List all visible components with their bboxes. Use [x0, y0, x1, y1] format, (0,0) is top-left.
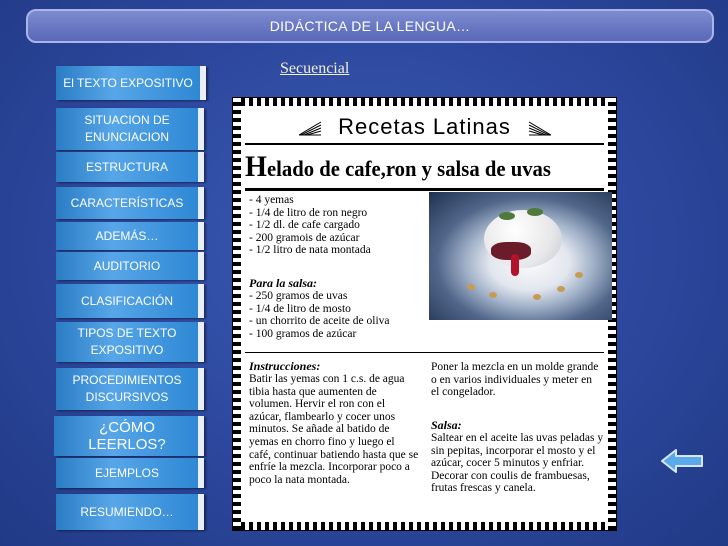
- nav-item-caracteristicas[interactable]: [56, 187, 204, 219]
- list-item: - 100 gramos de azúcar: [249, 327, 357, 340]
- sauce-heading: Para la salsa:: [249, 276, 318, 290]
- nut-garnish: [533, 294, 541, 300]
- leaf-garnish: [499, 212, 515, 220]
- nav-item-como-leerlos[interactable]: [54, 416, 204, 456]
- nav-item-procedimientos[interactable]: [56, 368, 204, 410]
- frame-border-bottom: [233, 522, 616, 530]
- recipe-title: [245, 150, 588, 184]
- nav-item-label: ESTRUCTURA: [85, 159, 168, 174]
- nav-item-estructura[interactable]: [56, 152, 204, 182]
- divider: [245, 352, 604, 353]
- nav-item-clasificacion[interactable]: [56, 284, 204, 318]
- nav-item-texto-expositivo[interactable]: [56, 66, 206, 100]
- recipe-content: [245, 110, 604, 518]
- back-arrow-icon[interactable]: [660, 448, 704, 474]
- nav-item-ejemplos[interactable]: [56, 458, 204, 488]
- divider: [245, 188, 604, 191]
- list-item: - 1/4 de litro de ron negro: [249, 206, 368, 219]
- nav-item-situacion[interactable]: [56, 108, 204, 150]
- nut-garnish: [467, 284, 475, 290]
- nav-item-label: EJEMPLOS: [94, 465, 160, 480]
- nut-garnish: [489, 292, 497, 298]
- list-item: - 200 gramois de azúcar: [249, 231, 360, 244]
- divider: [245, 143, 604, 145]
- list-item: - un chorrito de aceite de oliva: [249, 315, 390, 328]
- sauce-ingredients-list: [249, 290, 390, 340]
- section-subtitle: Secuencial: [280, 60, 350, 77]
- recipe-brand: Recetas Latinas: [338, 114, 511, 139]
- salsa-text: Saltear en el aceite las uvas peladas y sin pepitas, incorporar el mosto y el azúcar, cocer 5 minutos y enfriar. Decorar con coulis de frambuesas, frutas frescas y canela.: [431, 432, 604, 495]
- list-item: - 250 gramos de uvas: [249, 290, 348, 302]
- slide-title: DIDÁCTICA DE LA LENGUA…: [269, 18, 471, 34]
- instructions-text: Batir las yemas con 1 c.s. de agua tibia hasta que aumenten de volumen. Hervir el ron con el azúcar, flambearlo y cocer unos minutos. Se añade al batido de yemas en chorro fino y luego el café, continuar batiendo hasta que se enfríe la mezcla. Incorporar poco a poco la nata montada.: [249, 373, 419, 486]
- list-item: - 1/2 litro de nata montada: [249, 244, 371, 257]
- nav-item-label: PROCEDIMIENTOS DISCURSIVOS: [72, 373, 182, 404]
- berry-garnish: [511, 254, 519, 276]
- list-item: - 1/2 dl. de cafe cargado: [249, 219, 360, 232]
- nav-item-auditorio[interactable]: [56, 252, 204, 280]
- nav-item-label: ADEMÁS…: [95, 228, 159, 243]
- fan-ornament-icon: [527, 120, 553, 136]
- recipe-image: [232, 97, 617, 531]
- nav-item-label: CARACTERÍSTICAS: [70, 195, 184, 210]
- nav-item-label: TIPOS DE TEXTO EXPOSITIVO: [77, 326, 177, 357]
- nav-item-label: SITUACION DE ENUNCIACION: [84, 113, 170, 144]
- nav-item-label: El TEXTO EXPOSITIVO: [63, 75, 193, 90]
- nav-item-label: RESUMIENDO…: [80, 504, 174, 519]
- nut-garnish: [575, 272, 583, 278]
- recipe-title-rest: elado de cafe,ron y salsa de uvas: [266, 156, 551, 181]
- nut-garnish: [557, 286, 565, 292]
- sidebar-nav: [0, 0, 230, 546]
- salsa-heading: Salsa:: [431, 418, 462, 432]
- frame-border-top: [233, 98, 616, 106]
- nav-item-label: CLASIFICACIÓN: [80, 293, 173, 308]
- dessert-photo: [429, 192, 612, 320]
- list-item: - 1/4 de litro de mosto: [249, 302, 351, 315]
- ingredients-list: [249, 194, 371, 257]
- nav-item-label: AUDITORIO: [93, 258, 161, 273]
- instructions-heading: Instrucciones:: [249, 359, 321, 373]
- nav-item-resumiendo[interactable]: [56, 494, 204, 530]
- list-item: - 4 yemas: [249, 194, 294, 206]
- leaf-garnish: [527, 208, 543, 216]
- nav-item-ademas[interactable]: [56, 222, 204, 250]
- molding-text: Poner la mezcla en un molde grande o en varios individuales y meter en el congelador.: [431, 361, 599, 399]
- ice-cream-scoop: [484, 210, 562, 268]
- nav-item-tipos[interactable]: [56, 322, 204, 362]
- nav-item-label: ¿CÓMO LEERLOS?: [88, 419, 166, 453]
- recipe-title-initial: H: [245, 150, 267, 183]
- frame-border-left: [233, 98, 241, 530]
